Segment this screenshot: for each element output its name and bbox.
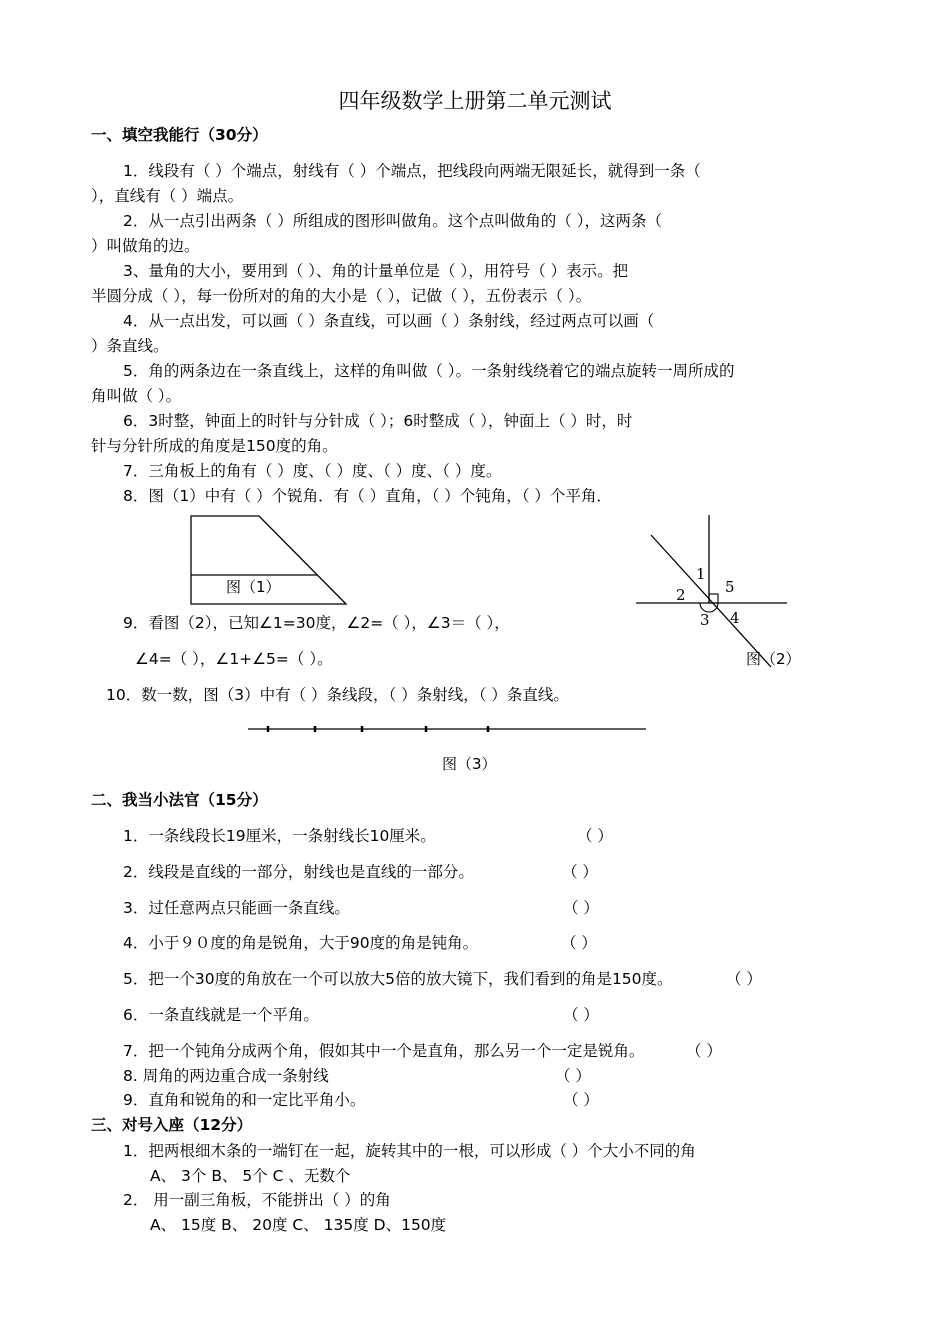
- angle-label-1: 1: [696, 565, 706, 583]
- angle-label-2: 2: [676, 586, 686, 604]
- judge-answer-5: （ ）: [726, 970, 762, 988]
- fill-question-10: 10．数一数，图（3）中有（ ）条线段，（ ）条射线，（ ）条直线。: [106, 686, 569, 704]
- figure-2-right-angle-mark: [709, 594, 718, 603]
- choice-question-2: 2． 用一副三角板，不能拼出（ ）的角: [123, 1191, 391, 1209]
- judge-question-2: 2．线段是直线的一部分，射线也是直线的一部分。: [123, 863, 474, 881]
- angle-label-5: 5: [725, 578, 735, 596]
- figure-2-label: 图（2）: [746, 650, 801, 668]
- judge-question-3: 3．过任意两点只能画一条直线。: [123, 899, 350, 917]
- judge-question-1: 1．一条线段长19厘米，一条射线长10厘米。: [123, 827, 436, 845]
- judge-answer-2: （ ）: [562, 863, 598, 881]
- fill-question-2-cont: ）叫做角的边。: [91, 237, 200, 255]
- choice-question-1: 1．把两根细木条的一端钉在一起，旋转其中的一根，可以形成（ ）个大小不同的角: [123, 1142, 696, 1160]
- judge-answer-9: （ ）: [563, 1091, 599, 1109]
- fill-question-8: 8．图（1）中有（ ）个锐角．有（ ）直角，（ ）个钝角，（ ）个平角．: [123, 487, 612, 505]
- figure-1-label: 图（1）: [226, 578, 281, 596]
- section-fill-heading: 一、填空我能行（30分）: [91, 126, 268, 144]
- fill-question-6: 6．3时整，钟面上的时针与分针成（ ）；6时整成（ ），钟面上（ ）时，时: [123, 412, 633, 430]
- judge-question-6: 6．一条直线就是一个平角。: [123, 1006, 319, 1024]
- judge-answer-3: （ ）: [563, 899, 599, 917]
- page-title: 四年级数学上册第二单元测试: [338, 89, 612, 113]
- judge-answer-6: （ ）: [563, 1006, 599, 1024]
- judge-question-7: 7．把一个钝角分成两个角，假如其中一个是直角，那么另一个一定是锐角。: [123, 1042, 645, 1060]
- judge-answer-1: （ ）: [577, 827, 613, 845]
- section-judge-heading: 二、我当小法官（15分）: [91, 791, 268, 809]
- fill-question-4-cont: ）条直线。: [91, 337, 169, 355]
- fill-question-1: 1．线段有（ ）个端点，射线有（ ）个端点，把线段向两端无限延长，就得到一条（: [123, 162, 701, 180]
- fill-question-9: 9．看图（2），已知∠1=30度，∠2=（ ），∠3＝（ ），: [123, 614, 510, 632]
- judge-answer-7: （ ）: [686, 1042, 722, 1060]
- judge-answer-4: （ ）: [561, 934, 597, 952]
- fill-question-1-cont: ），直线有（ ）端点。: [91, 187, 244, 205]
- judge-question-8: 8. 周角的两边重合成一条射线: [123, 1067, 329, 1085]
- judge-question-9: 9．直角和锐角的和一定比平角小。: [123, 1091, 366, 1109]
- fill-question-3-cont: 半圆分成（ ），每一份所对的角的大小是（ ），记做（ ），五份表示（ ）。: [91, 287, 592, 305]
- judge-question-4: 4．小于９０度的角是锐角，大于90度的角是钝角。: [123, 934, 479, 952]
- fill-question-6-cont: 针与分针所成的角度是150度的角。: [91, 437, 338, 455]
- angle-label-4: 4: [730, 609, 740, 627]
- judge-question-5: 5．把一个30度的角放在一个可以放大5倍的放大镜下，我们看到的角是150度。: [123, 970, 673, 988]
- choice-options-2: A、 15度 B、 20度 C、 135度 D、150度: [150, 1216, 447, 1234]
- fill-question-4: 4．从一点出发，可以画（ ）条直线，可以画（ ）条射线，经过两点可以画（: [123, 312, 655, 330]
- choice-options-1: A、 3个 B、 5个 C 、无数个: [150, 1167, 351, 1185]
- fill-question-7: 7．三角板上的角有（ ）度、（ ）度、（ ）度、（ ）度。: [123, 462, 502, 480]
- angle-label-3: 3: [700, 611, 710, 629]
- judge-answer-8: （ ）: [555, 1067, 591, 1085]
- figure-3-label: 图（3）: [442, 755, 497, 773]
- fill-question-3: 3、量角的大小，要用到（ ）、角的计量单位是（ ），用符号（ ）表示。把: [123, 262, 629, 280]
- figure-2-diagonal-line: [651, 535, 771, 667]
- section-choice-heading: 三、对号入座（12分）: [91, 1116, 253, 1134]
- fill-question-5-cont: 角叫做（ ）。: [91, 387, 182, 405]
- fill-question-2: 2．从一点引出两条（ ）所组成的图形叫做角。这个点叫做角的（ ），这两条（: [123, 212, 662, 230]
- fill-question-9-cont: ∠4=（ ），∠1+∠5=（ ）。: [135, 650, 333, 668]
- fill-question-5: 5．角的两条边在一条直线上，这样的角叫做（ ）。一条射线绕着它的端点旋转一周所成的: [123, 362, 735, 380]
